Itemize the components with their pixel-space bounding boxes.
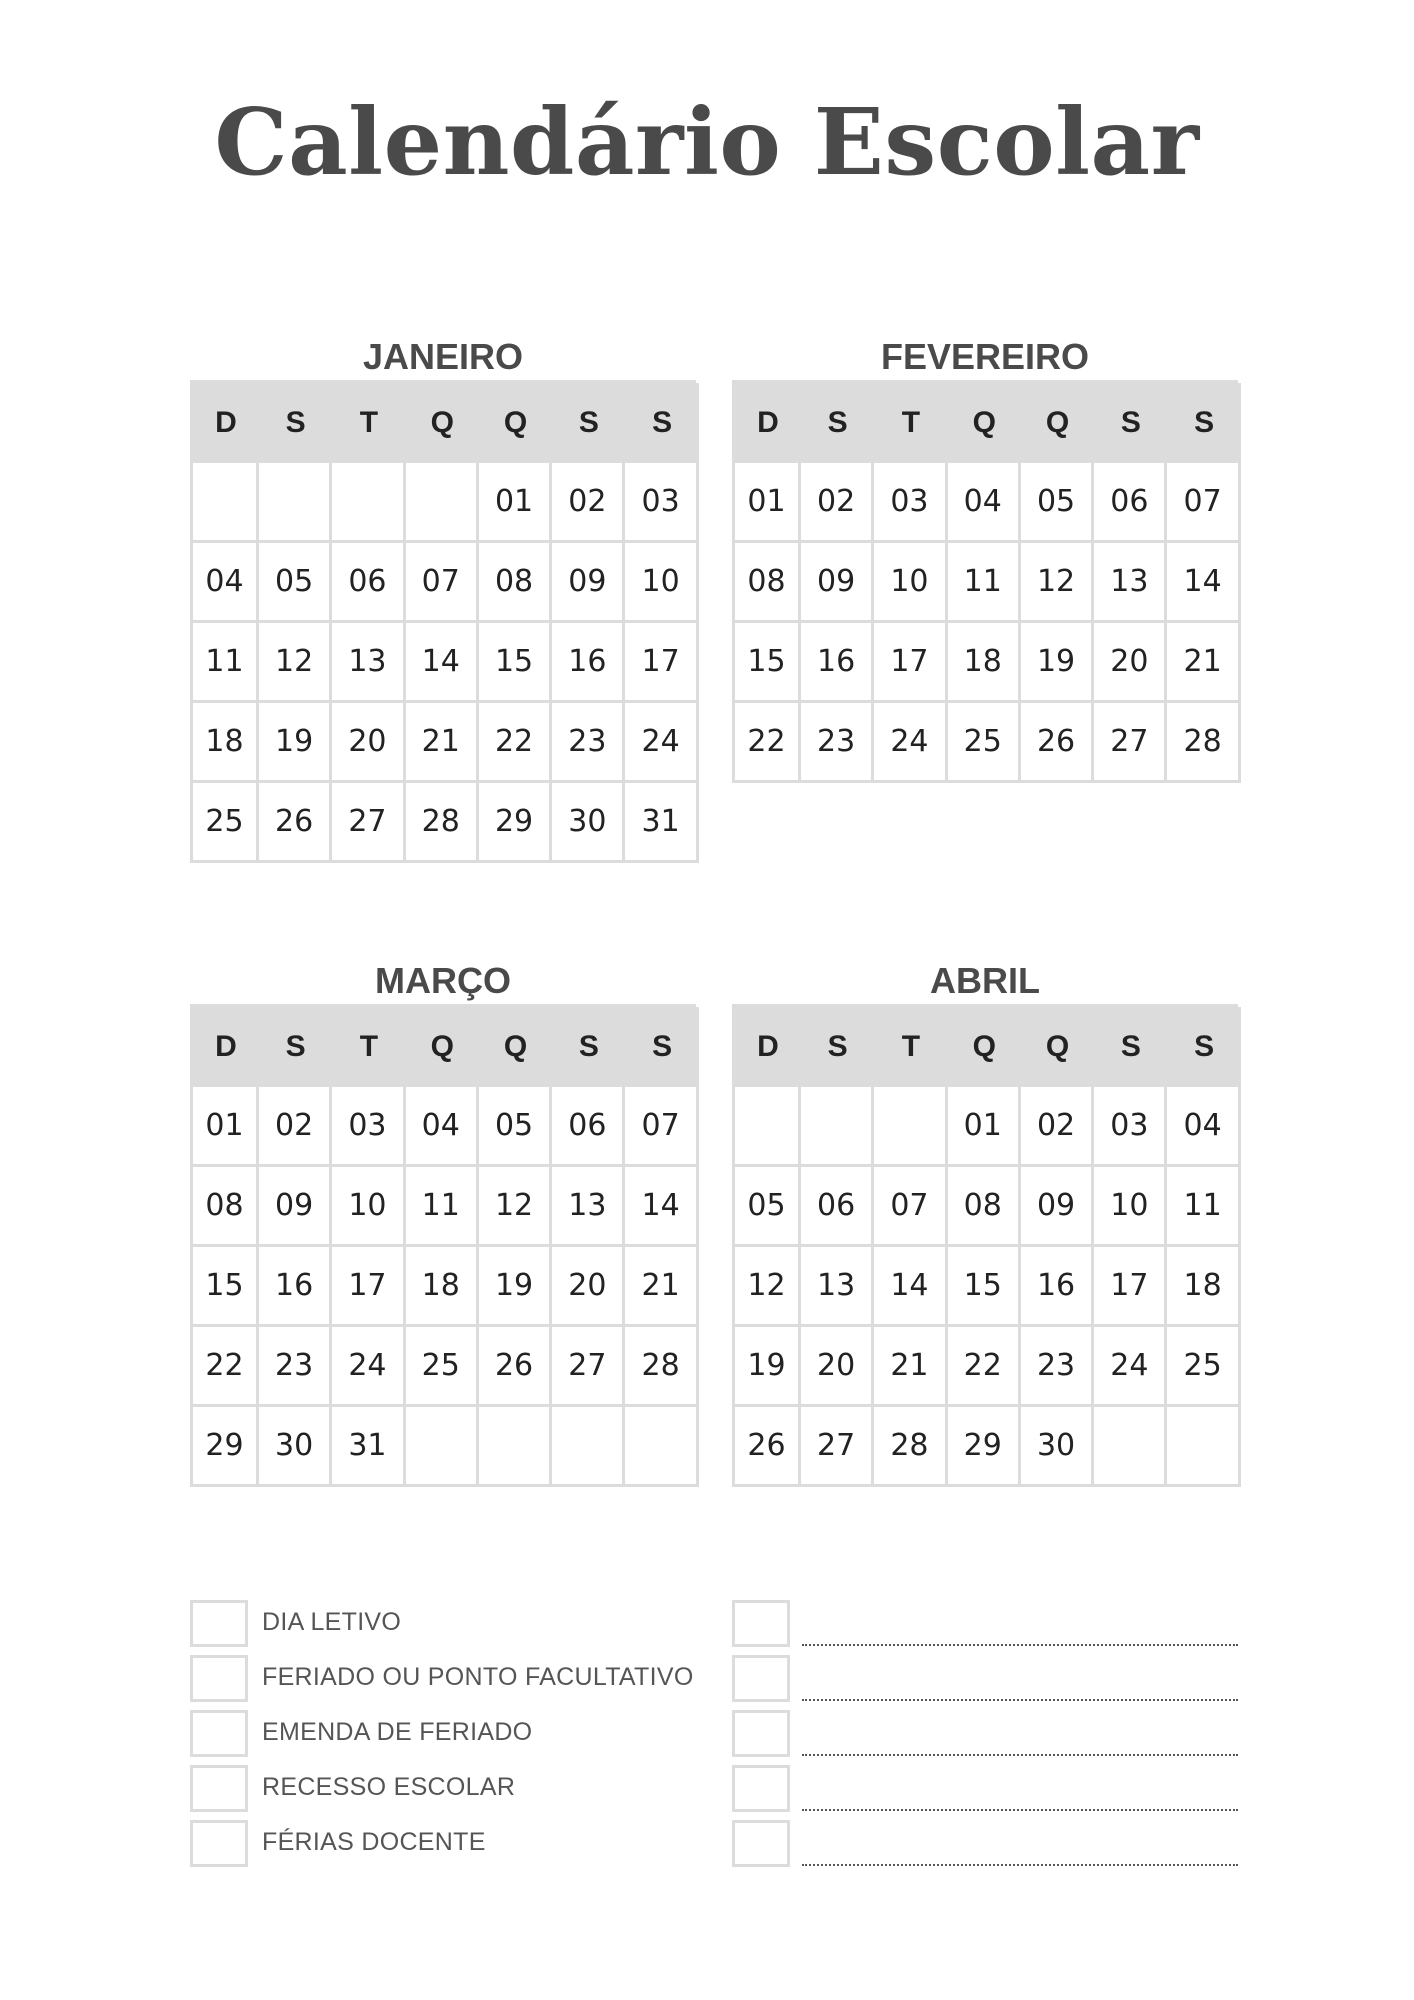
- day-cell[interactable]: 24: [874, 703, 947, 783]
- empty-day-cell: [406, 463, 479, 543]
- day-cell[interactable]: 01: [193, 1087, 259, 1167]
- weekday-header: D: [193, 383, 259, 463]
- legend-swatch[interactable]: [732, 1655, 790, 1702]
- day-cell[interactable]: 04: [1167, 1087, 1240, 1167]
- day-cell[interactable]: 08: [193, 1167, 259, 1247]
- day-cell[interactable]: 17: [625, 623, 698, 703]
- day-cell[interactable]: 05: [1021, 463, 1094, 543]
- weekday-header: S: [625, 1007, 698, 1087]
- day-cell[interactable]: 28: [1167, 703, 1240, 783]
- weekday-header: Q: [948, 383, 1021, 463]
- day-cell[interactable]: 05: [259, 543, 332, 623]
- blank-entry-line[interactable]: [802, 1864, 1238, 1866]
- day-cell[interactable]: 10: [332, 1167, 405, 1247]
- day-cell[interactable]: 31: [332, 1407, 405, 1487]
- legend-label: EMENDA DE FERIADO: [262, 1718, 533, 1746]
- day-cell[interactable]: 06: [1094, 463, 1167, 543]
- legend-swatch[interactable]: [190, 1820, 248, 1867]
- day-cell[interactable]: 03: [874, 463, 947, 543]
- empty-day-cell: [332, 463, 405, 543]
- day-cell[interactable]: 24: [625, 703, 698, 783]
- day-cell[interactable]: 02: [259, 1087, 332, 1167]
- month-grid: [732, 380, 1238, 783]
- empty-day-cell: [479, 1407, 552, 1487]
- empty-day-cell: [874, 1087, 947, 1167]
- empty-day-cell: [625, 1407, 698, 1487]
- day-cell[interactable]: 20: [552, 1247, 625, 1327]
- day-cell[interactable]: 21: [874, 1327, 947, 1407]
- month-grid: [190, 1004, 696, 1487]
- day-cell[interactable]: 05: [735, 1167, 801, 1247]
- day-cell[interactable]: 20: [1094, 623, 1167, 703]
- day-cell[interactable]: 07: [625, 1087, 698, 1167]
- month-name: FEVEREIRO: [880, 336, 1090, 377]
- page-title: Calendário Escolar: [214, 88, 1200, 196]
- day-cell[interactable]: 18: [948, 623, 1021, 703]
- weekday-header: T: [332, 1007, 405, 1087]
- weekday-header: S: [259, 1007, 332, 1087]
- day-cell[interactable]: 04: [948, 463, 1021, 543]
- day-cell[interactable]: 21: [625, 1247, 698, 1327]
- month-name: ABRIL: [930, 960, 1040, 1001]
- weekday-header: S: [552, 383, 625, 463]
- day-cell[interactable]: 16: [552, 623, 625, 703]
- weekday-header: Q: [479, 383, 552, 463]
- day-cell[interactable]: 08: [948, 1167, 1021, 1247]
- empty-day-cell: [552, 1407, 625, 1487]
- day-cell[interactable]: 05: [479, 1087, 552, 1167]
- day-cell[interactable]: 31: [625, 783, 698, 863]
- day-cell[interactable]: 09: [259, 1167, 332, 1247]
- day-cell[interactable]: 30: [552, 783, 625, 863]
- weekday-header: Q: [406, 383, 479, 463]
- day-cell[interactable]: 14: [406, 623, 479, 703]
- legend-label: FÉRIAS DOCENTE: [262, 1828, 486, 1856]
- day-cell[interactable]: 10: [1094, 1167, 1167, 1247]
- empty-day-cell: [1167, 1407, 1240, 1487]
- day-cell[interactable]: 25: [1167, 1327, 1240, 1407]
- day-cell[interactable]: 17: [1094, 1247, 1167, 1327]
- day-cell[interactable]: 09: [801, 543, 874, 623]
- legend-swatch[interactable]: [732, 1710, 790, 1757]
- empty-day-cell: [1094, 1407, 1167, 1487]
- day-cell[interactable]: 14: [874, 1247, 947, 1327]
- weekday-header: Q: [948, 1007, 1021, 1087]
- day-cell[interactable]: 17: [332, 1247, 405, 1327]
- day-cell[interactable]: 26: [1021, 703, 1094, 783]
- day-cell[interactable]: 19: [479, 1247, 552, 1327]
- day-cell[interactable]: 11: [948, 543, 1021, 623]
- month-february: [732, 334, 1238, 783]
- weekday-header: Q: [1021, 383, 1094, 463]
- day-cell[interactable]: 27: [552, 1327, 625, 1407]
- day-cell[interactable]: 18: [1167, 1247, 1240, 1327]
- weekday-header: Q: [479, 1007, 552, 1087]
- day-cell[interactable]: 04: [406, 1087, 479, 1167]
- legend-swatch[interactable]: [732, 1820, 790, 1867]
- day-cell[interactable]: 15: [193, 1247, 259, 1327]
- day-cell[interactable]: 23: [801, 703, 874, 783]
- day-cell[interactable]: 17: [874, 623, 947, 703]
- day-cell[interactable]: 10: [874, 543, 947, 623]
- day-cell[interactable]: 26: [735, 1407, 801, 1487]
- day-cell[interactable]: 19: [1021, 623, 1094, 703]
- month-name: JANEIRO: [362, 336, 524, 377]
- day-cell[interactable]: 04: [193, 543, 259, 623]
- day-cell[interactable]: 07: [406, 543, 479, 623]
- day-cell[interactable]: 24: [332, 1327, 405, 1407]
- legend-swatch[interactable]: [732, 1765, 790, 1812]
- day-cell[interactable]: 23: [259, 1327, 332, 1407]
- day-cell[interactable]: 27: [1094, 703, 1167, 783]
- day-cell[interactable]: 21: [406, 703, 479, 783]
- weekday-header: T: [874, 1007, 947, 1087]
- day-cell[interactable]: 16: [259, 1247, 332, 1327]
- day-cell[interactable]: 02: [801, 463, 874, 543]
- day-cell[interactable]: 16: [1021, 1247, 1094, 1327]
- weekday-header: Q: [1021, 1007, 1094, 1087]
- day-cell[interactable]: 02: [1021, 1087, 1094, 1167]
- day-cell[interactable]: 29: [193, 1407, 259, 1487]
- day-cell[interactable]: 13: [332, 623, 405, 703]
- day-cell[interactable]: 18: [193, 703, 259, 783]
- day-cell[interactable]: 15: [735, 623, 801, 703]
- day-cell[interactable]: 28: [406, 783, 479, 863]
- month-grid: [732, 1004, 1238, 1487]
- legend-label: FERIADO OU PONTO FACULTATIVO: [262, 1663, 694, 1691]
- legend-swatch[interactable]: [190, 1655, 248, 1702]
- legend-label: RECESSO ESCOLAR: [262, 1773, 516, 1801]
- legend-swatch[interactable]: [732, 1600, 790, 1647]
- day-cell[interactable]: 29: [479, 783, 552, 863]
- weekday-header: S: [259, 383, 332, 463]
- weekday-header: S: [1167, 383, 1240, 463]
- legend-swatch[interactable]: [190, 1710, 248, 1757]
- day-cell[interactable]: 13: [1094, 543, 1167, 623]
- day-cell[interactable]: 03: [625, 463, 698, 543]
- month-march: [190, 958, 696, 1487]
- day-cell[interactable]: 09: [552, 543, 625, 623]
- day-cell[interactable]: 23: [552, 703, 625, 783]
- weekday-header: S: [1167, 1007, 1240, 1087]
- day-cell[interactable]: 21: [1167, 623, 1240, 703]
- day-cell[interactable]: 22: [735, 703, 801, 783]
- day-cell[interactable]: 12: [1021, 543, 1094, 623]
- day-cell[interactable]: 09: [1021, 1167, 1094, 1247]
- day-cell[interactable]: 25: [406, 1327, 479, 1407]
- empty-day-cell: [735, 1087, 801, 1167]
- weekday-header: D: [735, 1007, 801, 1087]
- weekday-header: S: [625, 383, 698, 463]
- weekday-header: S: [552, 1007, 625, 1087]
- day-cell[interactable]: 18: [406, 1247, 479, 1327]
- blank-entry-line[interactable]: [802, 1809, 1238, 1811]
- day-cell[interactable]: 06: [552, 1087, 625, 1167]
- day-cell[interactable]: 20: [801, 1327, 874, 1407]
- day-cell[interactable]: 01: [735, 463, 801, 543]
- day-cell[interactable]: 30: [259, 1407, 332, 1487]
- day-cell[interactable]: 24: [1094, 1327, 1167, 1407]
- day-cell[interactable]: 28: [874, 1407, 947, 1487]
- month-april: [732, 958, 1238, 1487]
- day-cell[interactable]: 28: [625, 1327, 698, 1407]
- day-cell[interactable]: 08: [479, 543, 552, 623]
- month-name: MARÇO: [375, 960, 511, 1001]
- day-cell[interactable]: 27: [332, 783, 405, 863]
- day-cell[interactable]: 07: [874, 1167, 947, 1247]
- day-cell[interactable]: 03: [1094, 1087, 1167, 1167]
- day-cell[interactable]: 14: [1167, 543, 1240, 623]
- day-cell[interactable]: 25: [948, 703, 1021, 783]
- day-cell[interactable]: 07: [1167, 463, 1240, 543]
- day-cell[interactable]: 12: [479, 1167, 552, 1247]
- day-cell[interactable]: 06: [332, 543, 405, 623]
- weekday-header: S: [1094, 383, 1167, 463]
- empty-day-cell: [193, 463, 259, 543]
- empty-day-cell: [801, 1087, 874, 1167]
- day-cell[interactable]: 16: [801, 623, 874, 703]
- day-cell[interactable]: 12: [259, 623, 332, 703]
- day-cell[interactable]: 06: [801, 1167, 874, 1247]
- day-cell[interactable]: 26: [479, 1327, 552, 1407]
- empty-day-cell: [259, 463, 332, 543]
- day-cell[interactable]: 10: [625, 543, 698, 623]
- blank-entry-line[interactable]: [802, 1699, 1238, 1701]
- day-cell[interactable]: 19: [735, 1327, 801, 1407]
- day-cell[interactable]: 29: [948, 1407, 1021, 1487]
- weekday-header: D: [193, 1007, 259, 1087]
- weekday-header: D: [735, 383, 801, 463]
- weekday-header: S: [801, 1007, 874, 1087]
- day-cell[interactable]: 25: [193, 783, 259, 863]
- day-cell[interactable]: 11: [193, 623, 259, 703]
- day-cell[interactable]: 30: [1021, 1407, 1094, 1487]
- weekday-header: Q: [406, 1007, 479, 1087]
- day-cell[interactable]: 23: [1021, 1327, 1094, 1407]
- day-cell[interactable]: 03: [332, 1087, 405, 1167]
- day-cell[interactable]: 22: [193, 1327, 259, 1407]
- day-cell[interactable]: 12: [735, 1247, 801, 1327]
- blank-entry-line[interactable]: [802, 1754, 1238, 1756]
- day-cell[interactable]: 13: [801, 1247, 874, 1327]
- legend-swatch[interactable]: [190, 1765, 248, 1812]
- empty-day-cell: [406, 1407, 479, 1487]
- legend-label: DIA LETIVO: [262, 1608, 402, 1636]
- day-cell[interactable]: 14: [625, 1167, 698, 1247]
- month-january: [190, 334, 696, 863]
- month-grid: [190, 380, 696, 863]
- day-cell[interactable]: 15: [948, 1247, 1021, 1327]
- weekday-header: T: [332, 383, 405, 463]
- day-cell[interactable]: 01: [479, 463, 552, 543]
- day-cell[interactable]: 26: [259, 783, 332, 863]
- weekday-header: S: [801, 383, 874, 463]
- weekday-header: T: [874, 383, 947, 463]
- day-cell[interactable]: 22: [479, 703, 552, 783]
- day-cell[interactable]: 13: [552, 1167, 625, 1247]
- day-cell[interactable]: 27: [801, 1407, 874, 1487]
- day-cell[interactable]: 02: [552, 463, 625, 543]
- day-cell[interactable]: 15: [479, 623, 552, 703]
- day-cell[interactable]: 11: [1167, 1167, 1240, 1247]
- legend-swatch[interactable]: [190, 1600, 248, 1647]
- day-cell[interactable]: 11: [406, 1167, 479, 1247]
- day-cell[interactable]: 20: [332, 703, 405, 783]
- day-cell[interactable]: 08: [735, 543, 801, 623]
- day-cell[interactable]: 19: [259, 703, 332, 783]
- day-cell[interactable]: 22: [948, 1327, 1021, 1407]
- day-cell[interactable]: 01: [948, 1087, 1021, 1167]
- weekday-header: S: [1094, 1007, 1167, 1087]
- blank-entry-line[interactable]: [802, 1644, 1238, 1646]
